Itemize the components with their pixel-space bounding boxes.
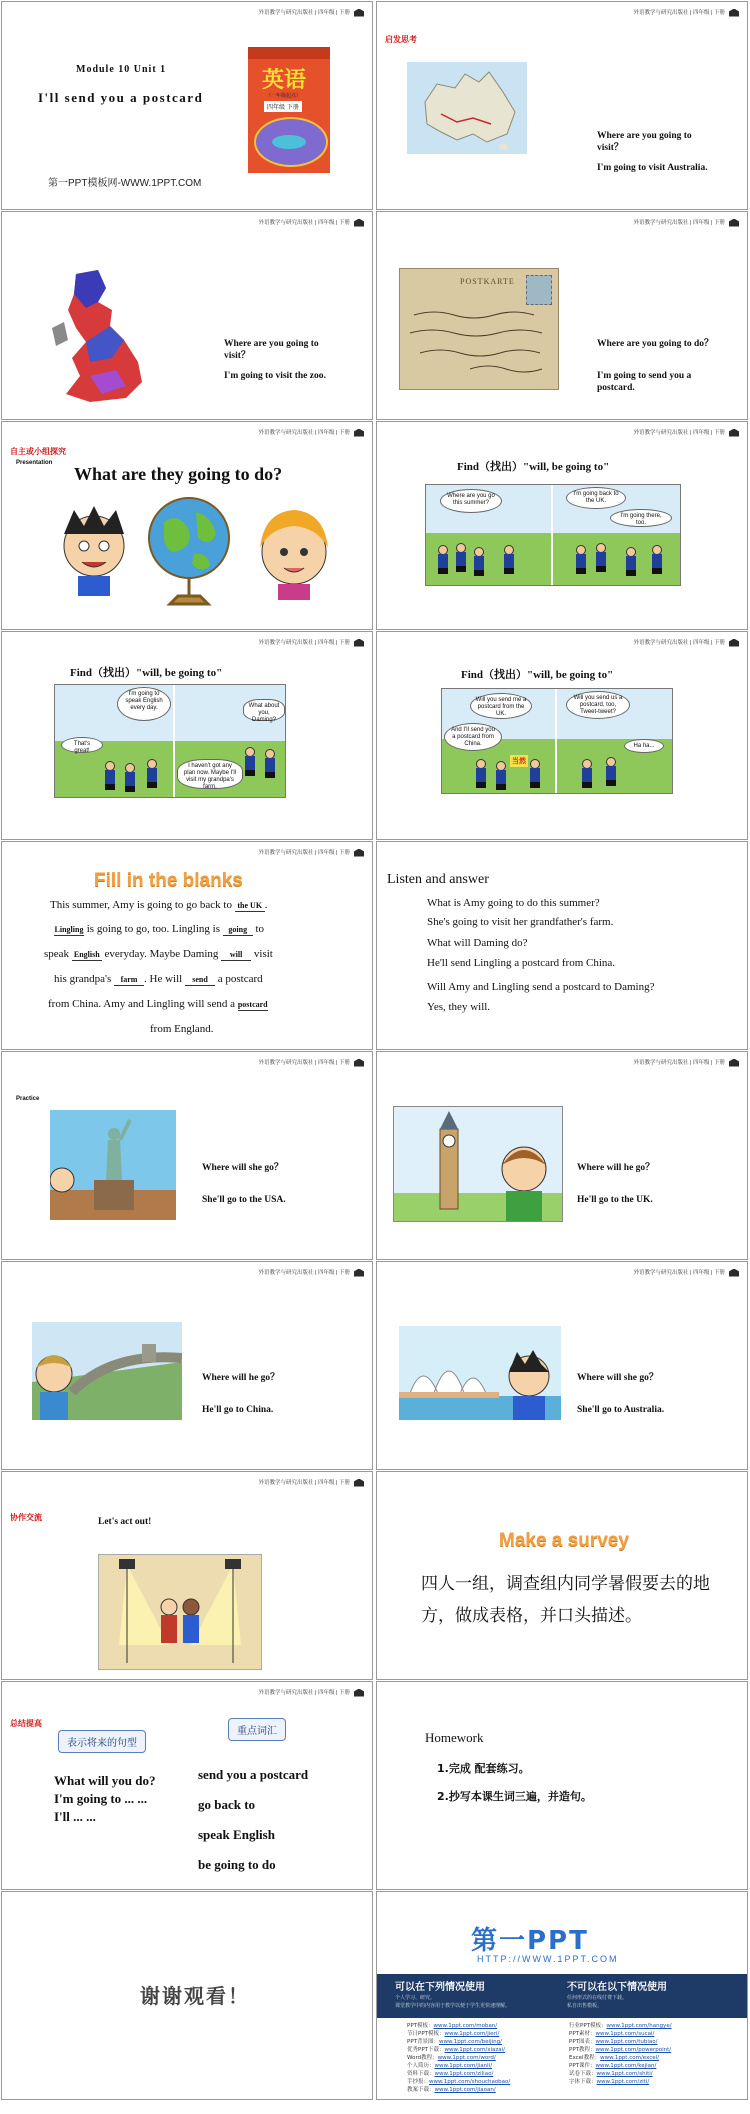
slide-header: 外语教学与研究出版社 | 四年级 | 下册 [633, 1058, 739, 1067]
answer-text: I'm going to visit the zoo. [224, 371, 326, 381]
publisher-logo-icon [354, 219, 364, 227]
slide-2 [376, 1, 748, 210]
postcard-image [399, 268, 559, 390]
slide-8 [376, 631, 748, 840]
resource-link-label: PPT图表： [569, 2039, 596, 2045]
tag-future-patterns: 表示将来的句型 [58, 1730, 146, 1753]
resource-link[interactable]: www.1ppt.com/jianli/ [434, 2063, 493, 2069]
cannot-use-line: 任何形式的在线付费下载。 [567, 1995, 628, 2001]
book-subtitle: （一年级起点） [266, 93, 302, 99]
publisher-logo-icon [354, 1269, 364, 1277]
slide-title: What are they going to do? [74, 464, 283, 484]
section-label: 自主或小组探究 [10, 447, 66, 456]
answer-blank: postcard [237, 1000, 268, 1009]
slide-header: 外语教学与研究出版社 | 四年级 | 下册 [258, 8, 364, 17]
answer-text: He'll go to China. [202, 1405, 274, 1415]
answer-text: She'll go to Australia. [577, 1405, 665, 1415]
resource-links-left [407, 2022, 567, 2094]
homework-item: 2.抄写本课生词三遍，并造句。 [437, 1790, 592, 1803]
resource-link-row [407, 2030, 567, 2038]
answer-blank: the UK [235, 901, 265, 912]
publisher-logo-icon [354, 9, 364, 17]
resource-link[interactable]: www.1ppt.com/kejian/ [595, 2063, 657, 2069]
slide-header: 外语教学与研究出版社 | 四年级 | 下册 [633, 218, 739, 227]
slide-10 [376, 841, 748, 1050]
speech-bubble: Where are you go this summer? [440, 489, 502, 513]
answer-text: He'll go to the UK. [577, 1195, 653, 1205]
resource-link-label: 资料下载： [407, 2071, 435, 2077]
slide-title: Find（找出）"will, be going to" [70, 667, 223, 679]
publisher-logo-icon [729, 9, 739, 17]
publisher-logo-icon [729, 639, 739, 647]
slide-20 [376, 1891, 748, 2100]
fill-line-1: This summer, Amy is going to go back to the UK . [50, 899, 268, 911]
publisher-logo-icon [729, 429, 739, 437]
slide-5 [1, 421, 373, 630]
can-use-title: 可以在下列情况使用 [395, 1982, 485, 1993]
question-text: Where are you going to visit？ [597, 131, 692, 153]
slide-header: 外语教学与研究出版社 | 四年级 | 下册 [633, 428, 739, 437]
speech-bubble: Will you send me a postcard from the UK. [470, 693, 532, 719]
slide-6 [376, 421, 748, 630]
postcard-heading: POSTKARTE [460, 277, 515, 286]
vocab-line: send you a postcard [198, 1767, 309, 1782]
tag-key-vocabulary: 重点词汇 [228, 1718, 286, 1741]
question-text: What will Daming do? [427, 937, 528, 949]
resource-link-row [407, 2070, 567, 2078]
usage-banner [377, 1974, 748, 2018]
answer-blank: going [223, 925, 253, 936]
speech-bubble: Will you send us a postcard, too, Tweet-tweet? [566, 691, 630, 719]
question-text: Where are you going to do？ [597, 339, 714, 349]
resource-link-row [569, 2070, 739, 2078]
answer-text: He'll send Lingling a postcard from China. [427, 957, 616, 969]
question-text: Where will she go？ [577, 1373, 659, 1383]
slide-header: 外语教学与研究出版社 | 四年级 | 下册 [258, 218, 364, 227]
boy-cartoon-image [50, 504, 136, 596]
publisher-logo-icon [354, 429, 364, 437]
resource-link-label: PPT教程： [569, 2047, 596, 2053]
slide-14 [376, 1261, 748, 1470]
resource-link-row [407, 2038, 567, 2046]
slide-12 [376, 1051, 748, 1260]
resource-link-label: 手抄报： [407, 2079, 430, 2085]
slide-title: Make a survey [499, 1530, 629, 1551]
answer-text: I'm going to visit Australia. [597, 163, 708, 173]
resource-link-label: 试卷下载： [569, 2071, 597, 2077]
comic-panels-image [54, 684, 286, 798]
slide-1 [1, 1, 373, 210]
slide-13 [1, 1261, 373, 1470]
publisher-logo-icon [354, 1479, 364, 1487]
resource-link[interactable]: www.1ppt.com/hangye/ [606, 2023, 672, 2029]
great-wall-image [32, 1322, 182, 1420]
statue-of-liberty-image [50, 1110, 176, 1220]
answer-blank: farm [114, 975, 144, 986]
speech-bubble: I'm going there, too. [610, 509, 672, 527]
section-label: 总结提高 [10, 1719, 42, 1728]
book-grade: 四年级 下册 [264, 101, 302, 112]
resource-link-row [569, 2078, 739, 2086]
question-text: Where will she go？ [202, 1163, 284, 1173]
question-text: Will Amy and Lingling send a postcard to Daming? [427, 981, 655, 993]
slide-11 [1, 1051, 373, 1260]
slide-18 [376, 1681, 748, 1890]
answer-blank: will [221, 950, 251, 961]
resource-link[interactable]: www.1ppt.com/jiaoan/ [434, 2087, 496, 2093]
slide-title: Find（找出）"will, be going to" [457, 461, 610, 473]
answer-blank: send [185, 975, 215, 986]
resource-link[interactable]: www.1ppt.com/excel/ [600, 2055, 660, 2061]
speech-bubble: I'm going back to the UK. [566, 487, 626, 509]
resource-link-label: 教案下载： [407, 2087, 435, 2093]
pattern-line: What will you do? [54, 1773, 156, 1788]
pattern-line: I'll ... ... [54, 1809, 96, 1824]
resource-link-row [569, 2054, 739, 2062]
textbook-cover-image [248, 47, 330, 173]
stage-performance-image [98, 1554, 262, 1670]
can-use-line: 课堂教学中的内容用于教学以便于学生更快速理解。 [395, 2003, 511, 2009]
publisher-logo-icon [354, 1689, 364, 1697]
australia-map-image [407, 62, 527, 154]
brand-logo: 第一PPT [471, 1926, 589, 1956]
speech-bubble: I haven't got any plan now. Maybe I'll visit my grandpa's farm. [177, 759, 243, 789]
module-label: Module 10 Unit 1 [76, 64, 167, 75]
survey-instructions: 四人一组，调查组内同学暑假要去的地方，做成表格，并口头描述。 [421, 1574, 710, 1626]
vocab-line: be going to do [198, 1857, 276, 1872]
slide-19 [1, 1891, 373, 2100]
slide-header: 外语教学与研究出版社 | 四年级 | 下册 [633, 8, 739, 17]
question-text: What is Amy going to do this summer? [427, 897, 600, 909]
resource-link-row [569, 2030, 739, 2038]
resource-link[interactable]: www.1ppt.com/moban/ [433, 2023, 498, 2029]
resource-link[interactable]: www.1ppt.com/xiazai/ [444, 2047, 506, 2053]
thanks-text: 谢谢观看！ [140, 1984, 250, 2008]
resource-link-label: 字体下载： [569, 2079, 597, 2085]
book-title: 英语 [262, 68, 307, 93]
resource-link-row [569, 2022, 739, 2030]
slide-header: 外语教学与研究出版社 | 四年级 | 下册 [633, 1268, 739, 1277]
resource-link-label: PPT课件： [569, 2063, 596, 2069]
globe-image [144, 488, 234, 610]
slide-header: 外语教学与研究出版社 | 四年级 | 下册 [258, 428, 364, 437]
resource-link-row [569, 2046, 739, 2054]
resource-link-label: Excel教程： [569, 2055, 601, 2061]
slide-title: Listen and answer [387, 872, 489, 887]
slide-header: 外语教学与研究出版社 | 四年级 | 下册 [258, 1688, 364, 1697]
slide-7 [1, 631, 373, 840]
publisher-logo-icon [354, 1059, 364, 1067]
slide-4 [376, 211, 748, 420]
slide-title: Let's act out! [98, 1517, 152, 1527]
comic-panels-image [441, 688, 673, 794]
publisher-logo-icon [729, 1269, 739, 1277]
answer-text: She's going to visit her grandfather's farm. [427, 916, 614, 928]
resource-link[interactable]: www.1ppt.com/shiti/ [596, 2071, 653, 2077]
resource-link[interactable]: www.1ppt.com/sucai/ [595, 2031, 655, 2037]
resource-link-label: PPT模板： [407, 2023, 434, 2029]
section-label: 协作交流 [10, 1513, 42, 1522]
pattern-line: I'm going to ... ... [54, 1791, 148, 1806]
speech-bubble: I'm going to speak English every day. [117, 687, 171, 721]
section-label: 启发思考 [385, 35, 417, 44]
resource-link[interactable]: www.1ppt.com/shouchaobao/ [429, 2079, 511, 2085]
slide-3 [1, 211, 373, 420]
speech-bubble: And I'll send you a postcard from China. [444, 723, 502, 751]
answer-text: She'll go to the USA. [202, 1195, 286, 1205]
resource-link-label: 行业PPT模板： [569, 2023, 607, 2029]
resource-link[interactable]: www.1ppt.com/beijing/ [439, 2039, 503, 2045]
publisher-logo-icon [354, 849, 364, 857]
resource-link-row [407, 2062, 567, 2070]
answer-blank: English [72, 950, 102, 961]
slide-header: 外语教学与研究出版社 | 四年级 | 下册 [633, 638, 739, 647]
publisher-logo-icon [354, 639, 364, 647]
speech-bubble: What about you, Daming? [243, 699, 285, 721]
cannot-use-line: 私自出售模板。 [567, 2003, 603, 2009]
slide-header: 外语教学与研究出版社 | 四年级 | 下册 [258, 1478, 364, 1487]
resource-link[interactable]: www.1ppt.com/powerpoint/ [595, 2047, 672, 2053]
fill-line-3: speak English everyday. Maybe Daming will visit [44, 948, 273, 960]
watermark-text: 第一PPT模板网-WWW.1PPT.COM [48, 178, 202, 189]
slide-17 [1, 1681, 373, 1890]
resource-link-label: 节日PPT模板： [407, 2031, 445, 2037]
lesson-title: I'll send you a postcard [38, 90, 204, 105]
uk-map-image [46, 266, 154, 406]
comic-panels-image [425, 484, 681, 586]
slide-header: 外语教学与研究出版社 | 四年级 | 下册 [258, 638, 364, 647]
vocab-line: speak English [198, 1827, 275, 1842]
slide-15 [1, 1471, 373, 1680]
answer-text: I'm going to send you a postcard. [597, 371, 692, 393]
fill-line-4: his grandpa's farm . He will send a postcard [54, 973, 263, 985]
slide-9 [1, 841, 373, 1050]
slide-header: 外语教学与研究出版社 | 四年级 | 下册 [258, 848, 364, 857]
question-text: Where will he go？ [577, 1163, 655, 1173]
slide-header: 外语教学与研究出版社 | 四年级 | 下册 [258, 1058, 364, 1067]
resource-link-row [569, 2038, 739, 2046]
sydney-opera-house-image [399, 1326, 561, 1420]
question-text: Where are you going to visit？ [224, 339, 319, 361]
slide-title: Find（找出）"will, be going to" [461, 669, 614, 681]
publisher-logo-icon [729, 1059, 739, 1067]
big-ben-image [393, 1106, 563, 1222]
homework-item: 1.完成 配套练习。 [437, 1762, 530, 1775]
stage-label: Presentation [16, 460, 53, 466]
resource-link[interactable]: www.1ppt.com/word/ [437, 2055, 496, 2061]
resource-link-label: 优秀PPT下载： [407, 2047, 445, 2053]
brand-url: HTTP://WWW.1PPT.COM [477, 1954, 619, 1964]
resource-link-label: PPT背景图： [407, 2039, 439, 2045]
publisher-logo-icon [729, 219, 739, 227]
fill-line-5: from China. Amy and Lingling will send a postcard [48, 998, 268, 1010]
resource-link-row [407, 2054, 567, 2062]
resource-link-label: PPT素材： [569, 2031, 596, 2037]
resource-links-right [569, 2022, 739, 2086]
question-text: Where will he go？ [202, 1373, 280, 1383]
can-use-line: 个人学习、研究。 [395, 1995, 436, 2001]
resource-link-row [569, 2062, 739, 2070]
resource-link[interactable]: www.1ppt.com/ziti/ [596, 2079, 650, 2085]
speech-bubble: That's great! [61, 737, 103, 753]
resource-link[interactable]: www.1ppt.com/jieri/ [444, 2031, 500, 2037]
slide-header: 外语教学与研究出版社 | 四年级 | 下册 [258, 1268, 364, 1277]
fill-line-2: Lingling is going to go, too. Lingling is going to [54, 923, 265, 935]
answer-text: Yes, they will. [427, 1001, 491, 1013]
resource-link[interactable]: www.1ppt.com/tubiao/ [595, 2039, 658, 2045]
stage-label: Practice [16, 1096, 40, 1102]
resource-link-row [407, 2046, 567, 2054]
resource-link-row [407, 2078, 567, 2086]
fill-line-6: from England. [150, 1023, 214, 1035]
resource-link-label: 个人简历： [407, 2063, 435, 2069]
cannot-use-title: 不可以在以下情况使用 [567, 1982, 667, 1993]
resource-link-label: Word教程： [407, 2055, 438, 2061]
speech-bubble: Ha ha... [624, 739, 664, 753]
girl-cartoon-image [248, 504, 340, 600]
slide-16 [376, 1471, 748, 1680]
resource-link-row [407, 2086, 567, 2094]
resource-link-row [407, 2022, 567, 2030]
resource-link[interactable]: www.1ppt.com/ziliao/ [434, 2071, 494, 2077]
vocab-line: go back to [198, 1797, 256, 1812]
answer-blank: Lingling [54, 925, 84, 934]
slide-title: Fill in the blanks [94, 870, 243, 891]
slide-title: Homework [425, 1730, 484, 1745]
exclaim-label: 当然 [512, 757, 526, 765]
